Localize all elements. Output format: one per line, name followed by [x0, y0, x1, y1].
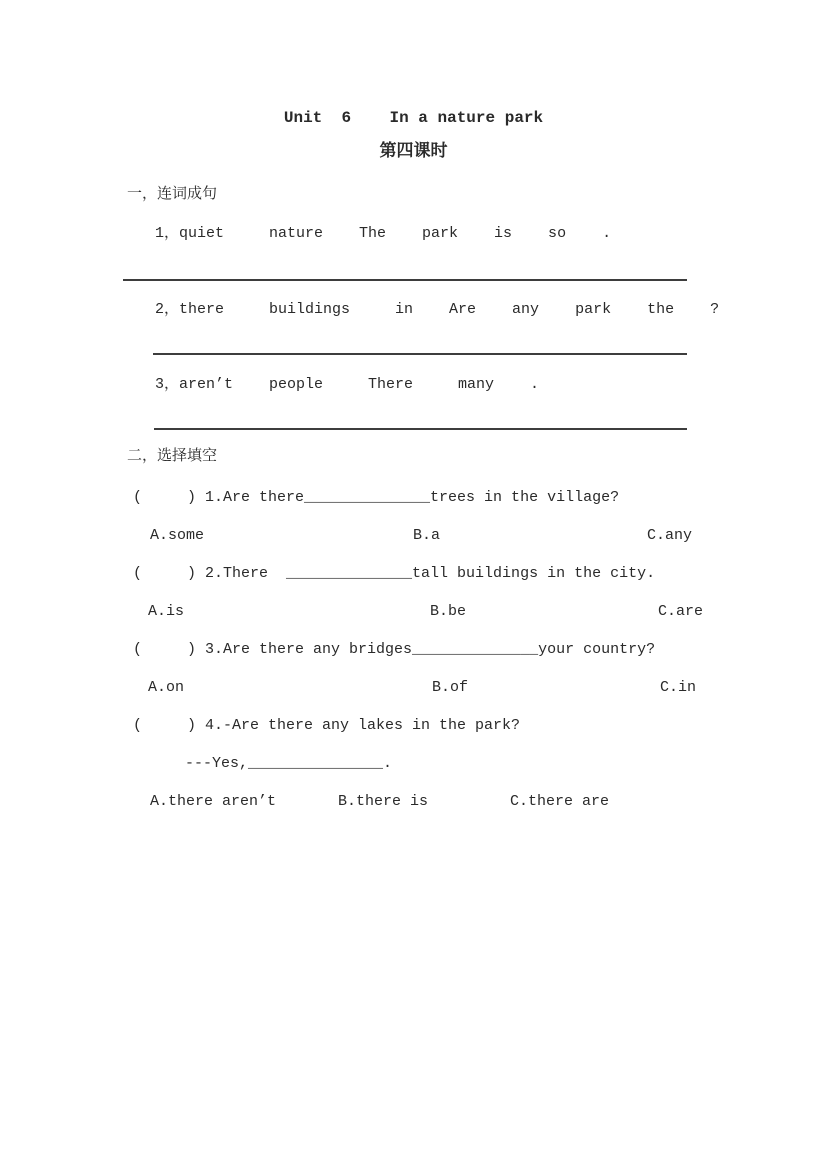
rearrange-question-2: 2，there buildings in Are any park the ?: [155, 301, 720, 318]
mc-question-4-followup: ---Yes,_______________.: [185, 755, 393, 772]
mc-question-2-option-c: C.are: [658, 603, 704, 620]
answer-line-3: [154, 428, 687, 430]
rearrange-question-3: 3，aren’t people There many .: [155, 376, 540, 393]
mc-question-4-option-c: C.there are: [510, 793, 610, 810]
unit-title: Unit 6 In a nature park: [283, 109, 544, 127]
mc-question-3-option-b: B.of: [432, 679, 469, 696]
mc-question-1-option-a: A.some: [150, 527, 205, 544]
mc-question-4: ( ) 4.-Are there any lakes in the park?: [133, 717, 521, 734]
section2-heading: 二，选择填空: [127, 448, 218, 465]
mc-question-3: ( ) 3.Are there any bridges______________your country?: [133, 641, 656, 658]
mc-question-4-option-a: A.there aren’t: [150, 793, 277, 810]
mc-question-3-option-c: C.in: [660, 679, 697, 696]
answer-line-2: [153, 353, 687, 355]
mc-question-1: ( ) 1.Are there______________trees in the village?: [133, 489, 620, 506]
lesson-subtitle: 第四课时: [379, 143, 448, 162]
section1-heading: 一，连词成句: [127, 186, 218, 203]
mc-question-4-option-b: B.there is: [338, 793, 429, 810]
mc-question-2-option-a: A.is: [148, 603, 185, 620]
mc-question-2: ( ) 2.There ______________tall buildings in the city.: [133, 565, 656, 582]
mc-question-2-option-b: B.be: [430, 603, 467, 620]
mc-question-3-option-a: A.on: [148, 679, 185, 696]
mc-question-1-option-c: C.any: [647, 527, 693, 544]
mc-question-1-option-b: B.a: [413, 527, 441, 544]
rearrange-question-1: 1，quiet nature The park is so .: [155, 225, 612, 242]
answer-line-1: [123, 279, 687, 281]
